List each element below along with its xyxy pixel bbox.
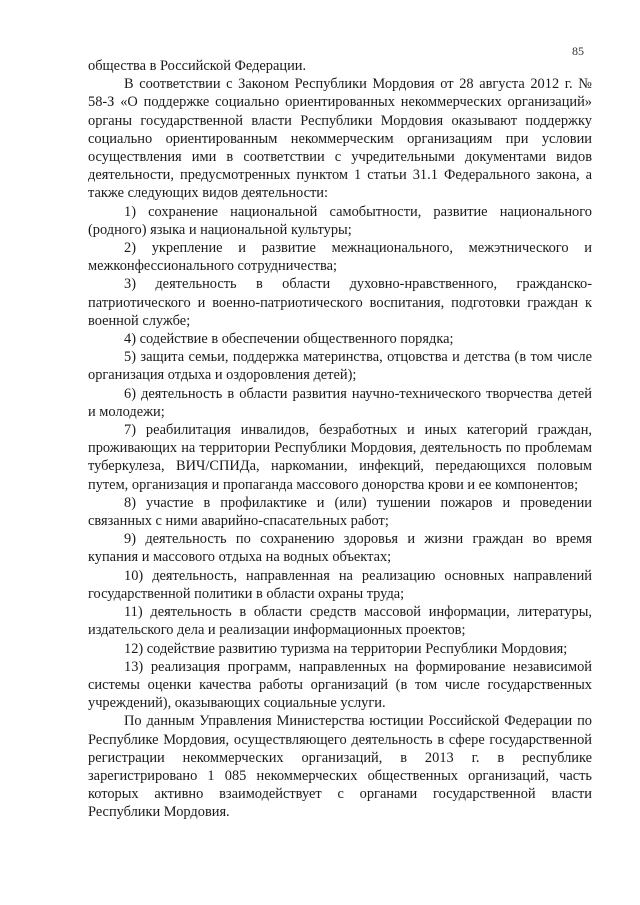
list-item: 3) деятельность в области духовно-нравственного, гражданско-патриотического и военно-патриотического воспитания, подготовки граждан к военной службе; (88, 276, 592, 329)
list-item: 10) деятельность, направленная на реализацию основных направлений государственной политики в области охраны труда; (88, 567, 592, 602)
page-number: 85 (572, 44, 584, 58)
document-body (88, 57, 592, 822)
lead-fragment: общества в Российской Федерации. (88, 58, 307, 74)
list-item: 6) деятельность в области развития научно-технического творчества детей и молодежи; (88, 385, 592, 420)
closing-paragraph: По данным Управления Министерства юстиции Российской Федерации по Республике Мордовия, осуществляющего деятельность в сфере государственной регистрации некоммерческих организаций, в 2013 г. в республике зарегистрировано 1 085 некоммерческих общественных организаций, часть которых активно взаимодействует с органами государственной власти Республики Мордовия. (88, 713, 592, 821)
list-item: 13) реализация программ, направленных на формирование независимой системы оценки качества работы организаций (в том числе государственных учреждений), оказывающих социальные услуги. (88, 658, 592, 712)
list-item: 11) деятельность в области средств массовой информации, литературы, издательского дела и реализации информационных проектов; (88, 604, 592, 639)
list-item: 8) участие в профилактике и (или) тушении пожаров и проведении связанных с ними аварийно-спасательных работ; (88, 494, 592, 530)
list-item: 9) деятельность по сохранению здоровья и жизни граждан во время купания и массового отдыха на водных объектах; (88, 531, 592, 566)
list-item: 4) содействие в обеспечении общественного порядка; (124, 331, 454, 348)
list-item: 1) сохранение национальной самобытности, развитие национального (родного) языка и национальной культуры; (88, 203, 592, 238)
list-item: 2) укрепление и развитие межнационального, межэтнического и межконфессионального сотрудничества; (88, 240, 592, 275)
list-item: 12) содействие развитию туризма на территории Республики Мордовия; (124, 640, 568, 657)
list-item: 7) реабилитация инвалидов, безработных и иных категорий граждан, проживающих на территории Республики Мордовия, деятельность по проблемам туберкулеза, ВИЧ/СПИДа, наркомании, инфекций, передающихся половым путем, организация и пропаганда массового донорства крови и ее компонентов; (88, 422, 592, 493)
list-item: 5) защита семьи, поддержка материнства, отцовства и детства (в том числе организация отдыха и оздоровления детей); (88, 349, 592, 384)
intro-paragraph: В соответствии с Законом Республики Мордовия от 28 августа 2012 г. № 58-З «О поддержке социально ориентированных некоммерческих организаций» органы государственной власти Республики Мордовия оказывают поддержку социально ориентированным некоммерческим организациям при условии осуществления ими в соответствии с учредительными документами видов деятельности, предусмотренных пунктом 1 статьи 31.1 Федерального закона, а также следующих видов деятельности: (88, 76, 592, 202)
